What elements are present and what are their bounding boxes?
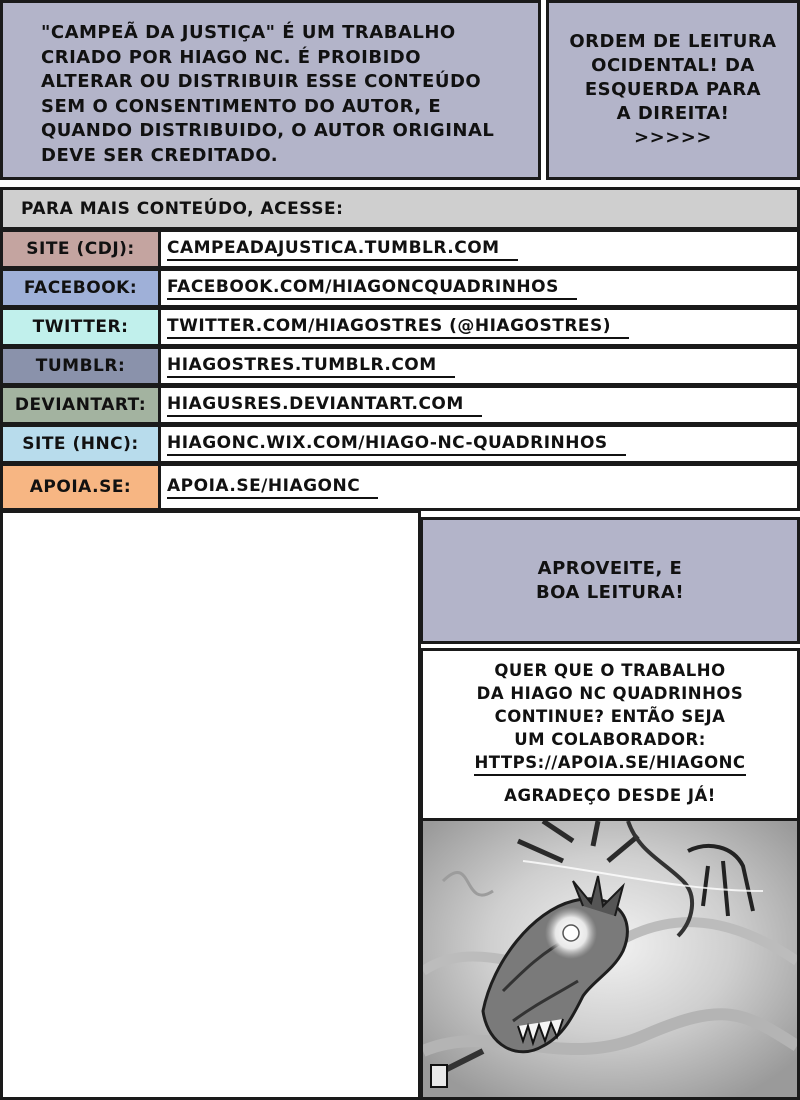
link-label: TUMBLR:: [0, 346, 161, 386]
links-header: [0, 187, 800, 230]
link-row-tumblr: [0, 346, 800, 386]
link-row-apoiase: [0, 463, 800, 511]
notice-line: DEVE SER CREDITADO.: [41, 144, 279, 166]
link-label: SITE (HNC):: [0, 424, 161, 464]
link-value[interactable]: [158, 463, 800, 511]
blank-panel: [0, 510, 421, 1100]
link-row-deviantart: [0, 385, 800, 425]
link-url[interactable]: FACEBOOK.COM/HIAGONCQUADRINHOS: [167, 277, 577, 300]
link-label: FACEBOOK:: [0, 268, 161, 308]
link-value[interactable]: [158, 229, 800, 269]
link-value[interactable]: [158, 424, 800, 464]
link-label: DEVIANTART:: [0, 385, 161, 425]
support-line: CONTINUE? ENTÃO SEJA: [494, 707, 726, 726]
reading-order-panel: [546, 0, 800, 180]
link-value[interactable]: [158, 307, 800, 347]
copyright-notice-panel: [0, 0, 541, 180]
link-url[interactable]: APOIA.SE/HIAGONC: [167, 476, 378, 499]
reading-order-line: ESQUERDA PARA: [584, 79, 762, 100]
reading-order-line: ORDEM DE LEITURA: [569, 31, 777, 52]
support-line: UM COLABORADOR:: [514, 730, 706, 749]
support-panel: [420, 648, 800, 821]
link-url[interactable]: HIAGUSRES.DEVIANTART.COM: [167, 394, 482, 417]
link-url[interactable]: CAMPEADAJUSTICA.TUMBLR.COM: [167, 238, 518, 261]
links-header-text: PARA MAIS CONTEÚDO, ACESSE:: [21, 198, 344, 219]
enjoy-line: BOA LEITURA!: [535, 581, 685, 603]
notice-line: SEM O CONSENTIMENTO DO AUTOR, E: [41, 95, 442, 117]
link-row-facebook: [0, 268, 800, 308]
reading-order-line: A DIREITA!: [616, 103, 730, 124]
link-url[interactable]: TWITTER.COM/HIAGOSTRES (@HIAGOSTRES): [167, 316, 629, 339]
notice-line: CRIADO POR HIAGO NC. É PROIBIDO: [41, 46, 422, 68]
link-value[interactable]: [158, 385, 800, 425]
link-row-site-cdj: [0, 229, 800, 269]
link-label: SITE (CDJ):: [0, 229, 161, 269]
reading-order-arrows: >>>>>: [634, 127, 712, 148]
link-label: TWITTER:: [0, 307, 161, 347]
link-value[interactable]: [158, 346, 800, 386]
support-thanks: AGRADEÇO DESDE JÁ!: [504, 786, 716, 805]
reading-order-line: OCIDENTAL! DA: [591, 55, 755, 76]
link-row-site-hnc: [0, 424, 800, 464]
dragon-illustration-panel: [420, 818, 800, 1100]
link-url[interactable]: HIAGONC.WIX.COM/HIAGO-NC-QUADRINHOS: [167, 433, 626, 456]
link-row-twitter: [0, 307, 800, 347]
link-label: APOIA.SE:: [0, 463, 161, 511]
link-url[interactable]: HIAGOSTRES.TUMBLR.COM: [167, 355, 455, 378]
enjoy-reading-panel: [420, 517, 800, 644]
enjoy-line: APROVEITE, E: [537, 557, 683, 579]
support-line: DA HIAGO NC QUADRINHOS: [476, 684, 744, 703]
support-url-link[interactable]: HTTPS://APOIA.SE/HIAGONC: [474, 751, 745, 776]
notice-line: "CAMPEÃ DA JUSTIÇA" É UM TRABALHO: [41, 22, 456, 43]
link-value[interactable]: [158, 268, 800, 308]
notice-line: QUANDO DISTRIBUIDO, O AUTOR ORIGINAL: [41, 120, 495, 141]
dragon-illustration-icon: [423, 821, 797, 1097]
support-line: QUER QUE O TRABALHO: [494, 661, 726, 680]
notice-line: ALTERAR OU DISTRIBUIR ESSE CONTEÚDO: [41, 71, 482, 92]
